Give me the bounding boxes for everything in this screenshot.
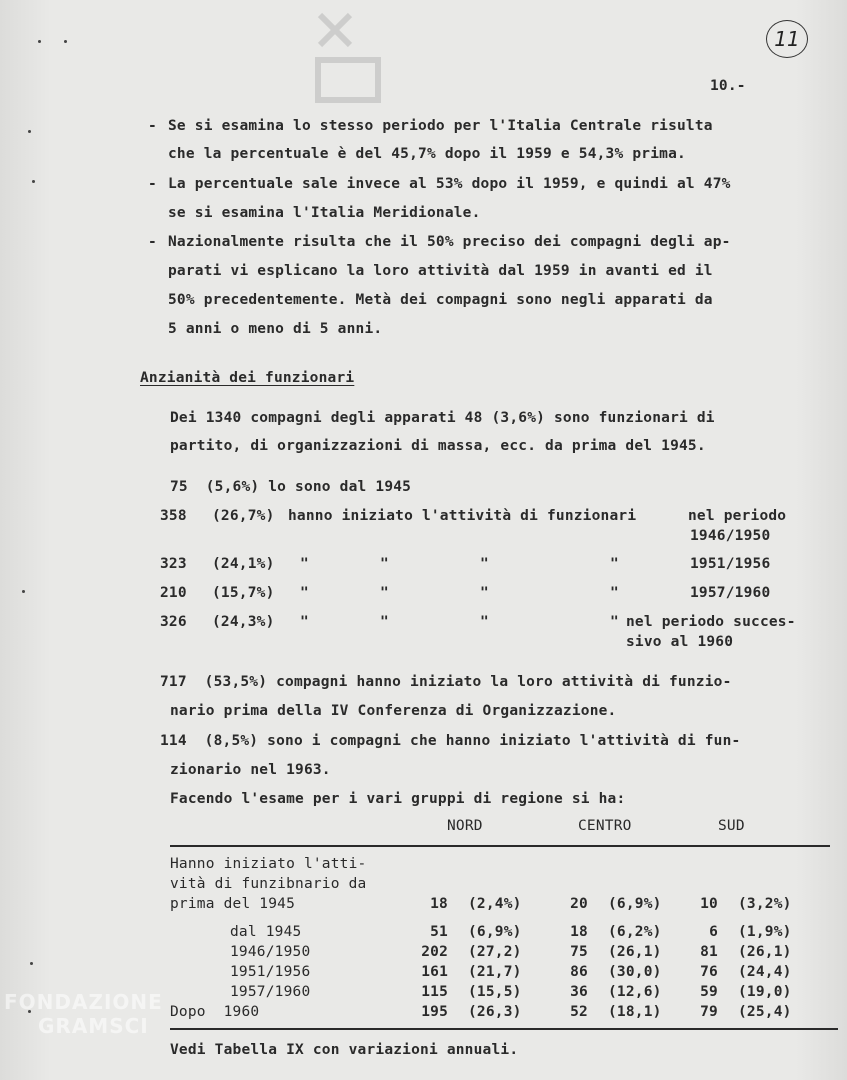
cell-nord-n: 202 (421, 944, 448, 960)
cell-nord-pct: (2,4%) (468, 896, 522, 912)
paragraph-line: nario prima della IV Conferenza di Organizzazione. (170, 703, 617, 719)
cell-centro-n: 86 (570, 964, 588, 980)
bullet-marker: - (148, 118, 157, 134)
bullet-line: 50% precedentemente. Metà dei compagni sono negli apparati da (168, 292, 713, 308)
bullet-line: Nazionalmente risulta che il 50% preciso dei compagni degli ap- (168, 234, 731, 250)
margin-dot (38, 40, 41, 43)
margin-dot (22, 590, 25, 593)
cell-sud-n: 59 (700, 984, 718, 1000)
ditto-mark: " (480, 556, 489, 572)
intro-line: partito, di organizzazioni di massa, ecc. da prima del 1945. (170, 438, 706, 454)
cell-sud-pct: (19,0) (738, 984, 792, 1000)
ditto-mark: " (380, 556, 389, 572)
table-row-label: Hanno iniziato l'atti- (170, 856, 367, 872)
cell-centro-n: 36 (570, 984, 588, 1000)
cell-sud-n: 10 (700, 896, 718, 912)
archive-stamp-watermark (310, 10, 400, 110)
bullet-line: La percentuale sale invece al 53% dopo il 1959, e quindi al 47% (168, 176, 731, 192)
list-count: 358 (160, 508, 187, 524)
cell-nord-n: 18 (430, 896, 448, 912)
bullet-marker: - (148, 176, 157, 192)
list-text: hanno iniziato l'attività di funzionari (288, 508, 637, 524)
cell-sud-pct: (3,2%) (738, 896, 792, 912)
cell-sud-pct: (26,1) (738, 944, 792, 960)
cell-nord-n: 115 (421, 984, 448, 1000)
list-count: 326 (160, 614, 187, 630)
cell-centro-pct: (6,2%) (608, 924, 662, 940)
cell-centro-pct: (30,0) (608, 964, 662, 980)
list-period: 1957/1960 (690, 585, 771, 601)
cell-centro-pct: (18,1) (608, 1004, 662, 1020)
cell-nord-pct: (27,2) (468, 944, 522, 960)
cell-nord-n: 161 (421, 964, 448, 980)
cell-centro-n: 18 (570, 924, 588, 940)
bullet-line: parati vi esplicano la loro attività dal 1959 in avanti ed il (168, 263, 713, 279)
cell-centro-n: 75 (570, 944, 588, 960)
ditto-mark: " (610, 556, 619, 572)
ditto-mark: " (480, 585, 489, 601)
cell-sud-pct: (1,9%) (738, 924, 792, 940)
paragraph-line: zionario nel 1963. (170, 762, 331, 778)
fondazione-gramsci-watermark: FONDAZIONE GRAMSCI (4, 990, 163, 1038)
cell-centro-n: 20 (570, 896, 588, 912)
cell-nord-pct: (21,7) (468, 964, 522, 980)
margin-dot (30, 962, 33, 965)
ditto-mark: " (610, 585, 619, 601)
table-header-sud: SUD (718, 818, 745, 834)
cell-centro-n: 52 (570, 1004, 588, 1020)
cell-sud-n: 79 (700, 1004, 718, 1020)
bullet-line: che la percentuale è del 45,7% dopo il 1959 e 54,3% prima. (168, 146, 686, 162)
table-header-centro: CENTRO (578, 818, 632, 834)
margin-dot (32, 180, 35, 183)
bullet-line: se si esamina l'Italia Meridionale. (168, 205, 481, 221)
table-intro: Facendo l'esame per i vari gruppi di regione si ha: (170, 791, 626, 807)
cell-sud-pct: (24,4) (738, 964, 792, 980)
bullet-marker: - (148, 234, 157, 250)
list-count: 210 (160, 585, 187, 601)
margin-dot (64, 40, 67, 43)
cell-sud-n: 81 (700, 944, 718, 960)
list-row: 75 (5,6%) lo sono dal 1945 (170, 479, 412, 495)
list-count: 323 (160, 556, 187, 572)
ditto-mark: " (380, 614, 389, 630)
paragraph-line: 717 (53,5%) compagni hanno iniziato la loro attività di funzio- (160, 674, 732, 690)
cell-centro-pct: (12,6) (608, 984, 662, 1000)
list-pct: (24,3%) (212, 614, 275, 630)
cell-sud-n: 76 (700, 964, 718, 980)
list-pct: (15,7%) (212, 585, 275, 601)
table-row-label: 1951/1956 (230, 964, 311, 980)
cell-nord-pct: (26,3) (468, 1004, 522, 1020)
cell-nord-pct: (6,9%) (468, 924, 522, 940)
ditto-mark: " (380, 585, 389, 601)
margin-dot (28, 130, 31, 133)
cell-centro-pct: (6,9%) (608, 896, 662, 912)
table-row-label: 1946/1950 (230, 944, 311, 960)
cell-centro-pct: (26,1) (608, 944, 662, 960)
handwritten-sheet-number: 11 (766, 20, 808, 58)
table-row-label: 1957/1960 (230, 984, 311, 1000)
cell-nord-n: 195 (421, 1004, 448, 1020)
table-header-nord: NORD (447, 818, 483, 834)
table-row-label: Dopo 1960 (170, 1004, 260, 1020)
footer-note: Vedi Tabella IX con variazioni annuali. (170, 1042, 519, 1058)
ditto-mark: " (610, 614, 619, 630)
table-row-label: prima del 1945 (170, 896, 296, 912)
table-top-rule (170, 845, 830, 847)
bullet-line: 5 anni o meno di 5 anni. (168, 321, 383, 337)
cell-nord-pct: (15,5) (468, 984, 522, 1000)
page-number: 10.- (710, 78, 746, 94)
table-bottom-rule (170, 1028, 838, 1030)
intro-line: Dei 1340 compagni degli apparati 48 (3,6%) sono funzionari di (170, 410, 715, 426)
list-period: nel periodo succes- (626, 614, 796, 630)
list-period: 1946/1950 (690, 528, 771, 544)
ditto-mark: " (300, 556, 309, 572)
cell-nord-n: 51 (430, 924, 448, 940)
ditto-mark: " (480, 614, 489, 630)
list-period: sivo al 1960 (626, 634, 734, 650)
table-row-label: vità di funzibnario da (170, 876, 367, 892)
list-pct: (26,7%) (212, 508, 275, 524)
ditto-mark: " (300, 585, 309, 601)
cell-sud-n: 6 (709, 924, 718, 940)
paragraph-line: 114 (8,5%) sono i compagni che hanno iniziato l'attività di fun- (160, 733, 741, 749)
cell-sud-pct: (25,4) (738, 1004, 792, 1020)
section-heading: Anzianità dei funzionari (140, 370, 355, 386)
list-period: 1951/1956 (690, 556, 771, 572)
list-pct: (24,1%) (212, 556, 275, 572)
ditto-mark: " (300, 614, 309, 630)
list-period-label: nel periodo (688, 508, 787, 524)
table-row-label: dal 1945 (230, 924, 302, 940)
bullet-line: Se si esamina lo stesso periodo per l'Italia Centrale risulta (168, 118, 713, 134)
